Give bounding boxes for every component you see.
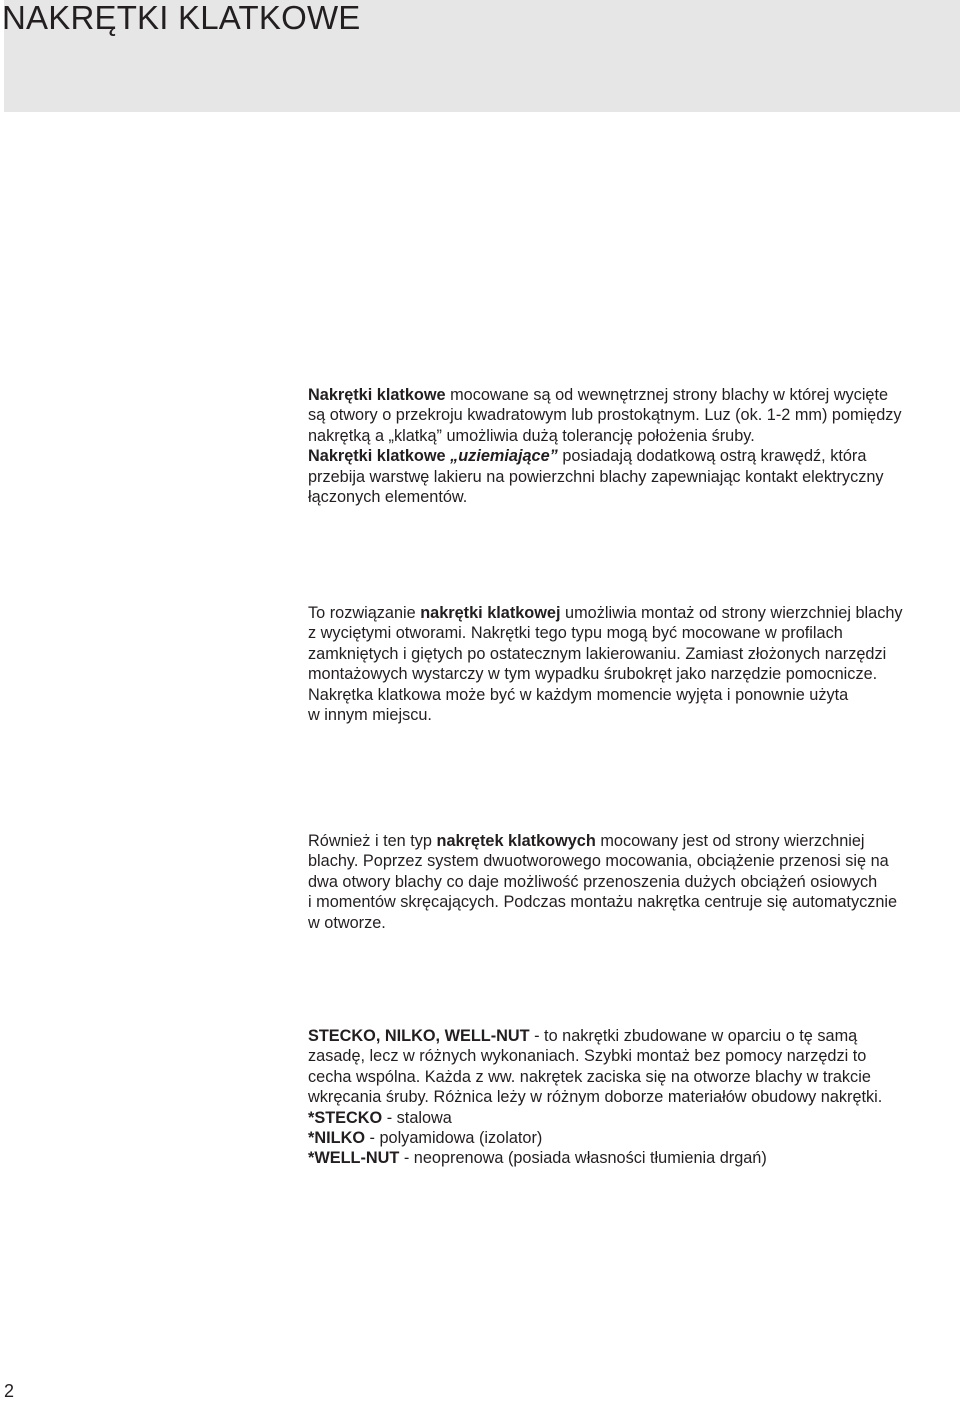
text-run: STECKO, NILKO, WELL-NUT [308, 1027, 530, 1045]
text-run: w innym miejscu. [308, 706, 432, 725]
text-run: nakrętką a „klatką” umożliwia dużą tolerancję położenia śruby. [308, 426, 755, 445]
text-run: - stalowa [382, 1108, 452, 1127]
text-run: łączonych elementów. [308, 488, 468, 507]
text-run: Nakrętki klatkowe [308, 447, 451, 466]
text-run: nakrętek klatkowych [436, 832, 596, 850]
text-run: To rozwiązanie [308, 604, 421, 622]
text-run: posiadają dodatkową ostrą krawędź, która [557, 447, 867, 466]
text-run: z wyciętymi otworami. Nakrętki tego typu mogą być mocowane w profilach [308, 624, 843, 643]
text-run: są otwory o przekroju kwadratowym lub prostokątnym. Luz (ok. 1-2 mm) pomiędzy [308, 406, 902, 425]
page-number: 2 [4, 1381, 15, 1401]
text-run: - to nakrętki zbudowane w oparciu o tę samą [529, 1027, 858, 1045]
text-run: - polyamidowa (izolator) [364, 1129, 543, 1148]
paragraph-intro [308, 385, 953, 507]
text-run: blachy. Poprzez system dwuotworowego mocowania, obciążenie przenosi się na [308, 852, 889, 871]
text-run: „uziemiające” [450, 447, 558, 466]
text-run: umożliwia montaż od strony wierzchniej blachy [560, 604, 903, 622]
text-run: w otworze. [308, 913, 386, 932]
text-run: *WELL-NUT [308, 1149, 400, 1168]
text-run: mocowany jest od strony wierzchniej [595, 832, 865, 850]
paragraph-solution [308, 603, 953, 725]
text-run: dwa otwory blachy co daje możliwość przenoszenia dużych obciążeń osiowych [308, 872, 878, 891]
text-run: przebija warstwę lakieru na powierzchni blachy zapewniając kontakt elektryczny [308, 467, 884, 486]
text-run: Nakrętka klatkowa może być w każdym momencie wyjęta i ponownie użyta [308, 685, 849, 704]
text-run: zamkniętych i giętych po ostatecznym lakierowaniu. Zamiast złożonych narzędzi [308, 644, 887, 663]
paragraph-top-mounting [308, 831, 953, 933]
text-run: cecha wspólna. Każda z ww. nakrętek zaciska się na otworze blachy w trakcie [308, 1067, 871, 1086]
text-run: *STECKO [308, 1108, 383, 1127]
paragraph-variants [308, 1026, 953, 1169]
text-run: *NILKO [308, 1129, 365, 1148]
page-title: NAKRĘTKI KLATKOWE [2, 0, 361, 36]
text-run: montażowych wystarczy w tym wypadku śrubokręt jako narzędzie pomocnicze. [308, 665, 878, 684]
text-run: Nakrętki klatkowe [308, 386, 446, 404]
text-run: wkręcania śruby. Różnica leży w różnym doborze materiałów obudowy nakrętki. [308, 1088, 883, 1107]
text-run: i momentów skręcających. Podczas montażu nakrętka centruje się automatycznie [308, 893, 898, 912]
text-run: Również i ten typ [308, 832, 437, 850]
text-run: nakrętki klatkowej [420, 604, 561, 622]
text-run: zasadę, lecz w różnych wykonaniach. Szybki montaż bez pomocy narzędzi to [308, 1047, 867, 1066]
text-run: mocowane są od wewnętrznej strony blachy w której wycięte [445, 386, 889, 404]
text-run: - neoprenowa (posiada własności tłumienia drgań) [399, 1149, 767, 1168]
